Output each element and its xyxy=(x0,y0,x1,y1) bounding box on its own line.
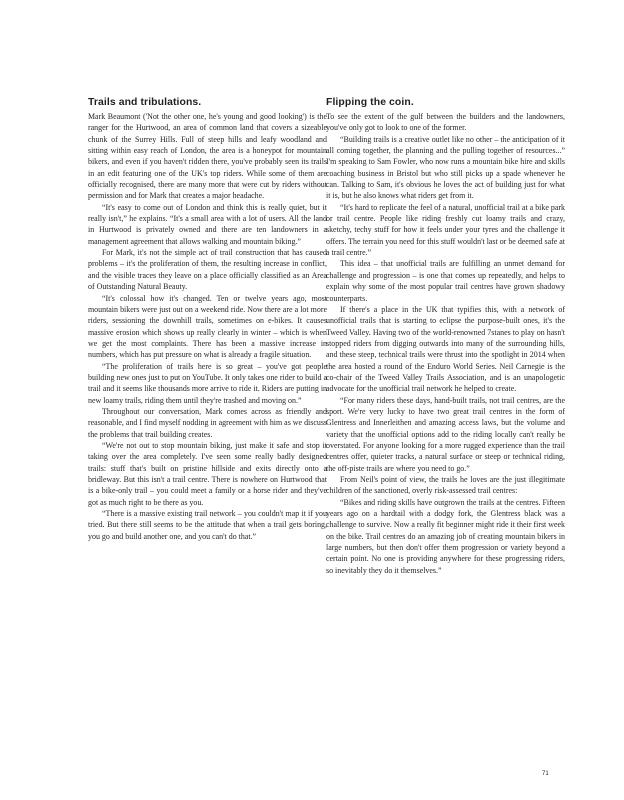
paragraph: “It's colossal how it's changed. Ten or twelve years ago, most mountain bikers were just out on a weekend ride. Now there are a lot more riders, sessioning the downhill trails, sometimes on e-bikes. It causes massive erosion which shows up really clearly in winter – which is when we get the most complaints. There has been a massive increase in numbers, which has put pressure on what is already a fragile situation. xyxy=(88,293,327,360)
paragraph: For Mark, it's not the simple act of trail construction that has caused problems – it's the proliferation of them, the resulting increase in conflict, and the visible traces they leave on a place officially classified as an Area of Outstanding Natural Beauty. xyxy=(88,248,327,292)
paragraph: Mark Beaumont ('Not the other one, he's young and good looking') is the ranger for the Hurtwood, an area of common land that covers a sizeable chunk of the Surrey Hills. Full of steep hills and leafy woodland and sitting within easy reach of London, the area is a honeypot for mountain bikers, and even if you haven't ridden there, you've probably seen its trails in an edit featuring one of the UK's top riders. While some of them are officially recognised, there are many more that were cut by riders without permission and for Mark that creates a major headache. xyxy=(88,112,327,201)
section-heading-trails: Trails and tribulations. xyxy=(88,97,202,108)
paragraph: From Neil's point of view, the trails he loves are the just illegitimate children of the sanctioned, overly risk-assessed trail centres: xyxy=(326,475,565,496)
section-heading-flipping: Flipping the coin. xyxy=(326,97,414,108)
paragraph: If there's a place in the UK that typifies this, with a network of unofficial trails that is starting to eclipse the purpose-built ones, it's the Tweed Valley. Having two of the world-renowned 7stanes to play on hasn't stopped riders from digging outwards into many of the surrounding hills, and these steep, technical trails were thrust into the spotlight in 2014 when the area hosted a round of the Enduro World Series. Neil Carnegie is the co-chair of the Tweed Valley Trails Association, and is an unapologetic advocate for the unofficial trail network he helped to create. xyxy=(326,304,565,394)
paragraph: “It's easy to come out of London and think this is really quiet, but it really isn't,” he explains. “It's a small area with a lot of users. All the land in Hurtwood is privately owned and there are ten landowners in a management agreement that allows walking and mountain biking.” xyxy=(88,202,327,246)
paragraph: “For many riders these days, hand-built trails, not trail centres, are the sport. We're very lucky to have two great trail centres in the form of Glentress and Innerleithen and amazing access laws, but the volume and variety that the unofficial options add to the riding locally can't really be overstated. For anyone looking for a more rugged experience than the trail centres offer, quieter tracks, a natural surface or steep or technical riding, the off-piste trails are where you need to go.” xyxy=(326,395,565,473)
paragraph: “There is a massive existing trail network – you couldn't map it if you tried. But there still seems to be the attitude that when a trail gets boring, you go and build another one, and you can't do that.” xyxy=(88,509,327,541)
left-column xyxy=(88,96,327,542)
page-number: 71 xyxy=(542,771,549,777)
paragraph: “It's hard to replicate the feel of a natural, unofficial trail at a bike park or trail centre. People like riding freshly cut loamy trails and crazy, sketchy, techy stuff for how it feels under your tyres and the challenge it offers. The terrain you need for this stuff wouldn't last or be deemed safe at a trail centre.” xyxy=(326,202,565,258)
paragraph: This idea – that unofficial trails are fulfilling an unmet demand for challenge and progression – is one that comes up repeatedly, and helps to explain why some of the most popular trail centres have grown shadowy counterparts. xyxy=(326,259,565,303)
paragraph: “Building trails is a creative outlet like no other – the anticipation of it all coming together, the planning and the pulling together of resources...” I'm speaking to Sam Fowler, who now runs a mountain bike hire and skills coaching business in Bristol but who still picks up a spade whenever he can. Talking to Sam, it's obvious he loves the act of building just for what it is, but he also knows what riders get from it. xyxy=(326,134,565,201)
paragraph: “The proliferation of trails here is so great – you've got people building new ones just to put on YouTube. It only takes one rider to build a trail and it seems like thousands more arrive to ride it. Riders are putting in new loamy trails, riding them until they're trashed and moving on.” xyxy=(88,361,327,405)
paragraph: “We're not out to stop mountain biking, just make it safe and stop it taking over the area completely. I've seen some really badly designed trails: stuff that's built on pristine hillside and exits directly onto a bridleway. But this isn't a trail centre. There is nowhere on Hurtwood that is a bike-only trail – you could meet a family or a horse rider and they've got as much right to be there as you. xyxy=(88,440,327,507)
paragraph: To see the extent of the gulf between the builders and the landowners, you've only got to look to one of the former. xyxy=(326,112,565,133)
paragraph: Throughout our conversation, Mark comes across as friendly and reasonable, and I find myself nodding in agreement with him as we discuss the problems that trail building creates. xyxy=(88,406,327,439)
paragraph: “Bikes and riding skills have outgrown the trails at the centres. Fifteen years ago on a hardtail with a dodgy fork, the Glentress black was a challenge to survive. Now a really fit beginner might ride it their first week on the bike. Trail centres do an amazing job of creating mountain bikers in large numbers, but then don't offer them progression or variety beyond a certain point. No one is providing anywhere for these progressing riders, so inevitably they do it themselves.” xyxy=(326,497,565,575)
right-column xyxy=(326,96,565,576)
